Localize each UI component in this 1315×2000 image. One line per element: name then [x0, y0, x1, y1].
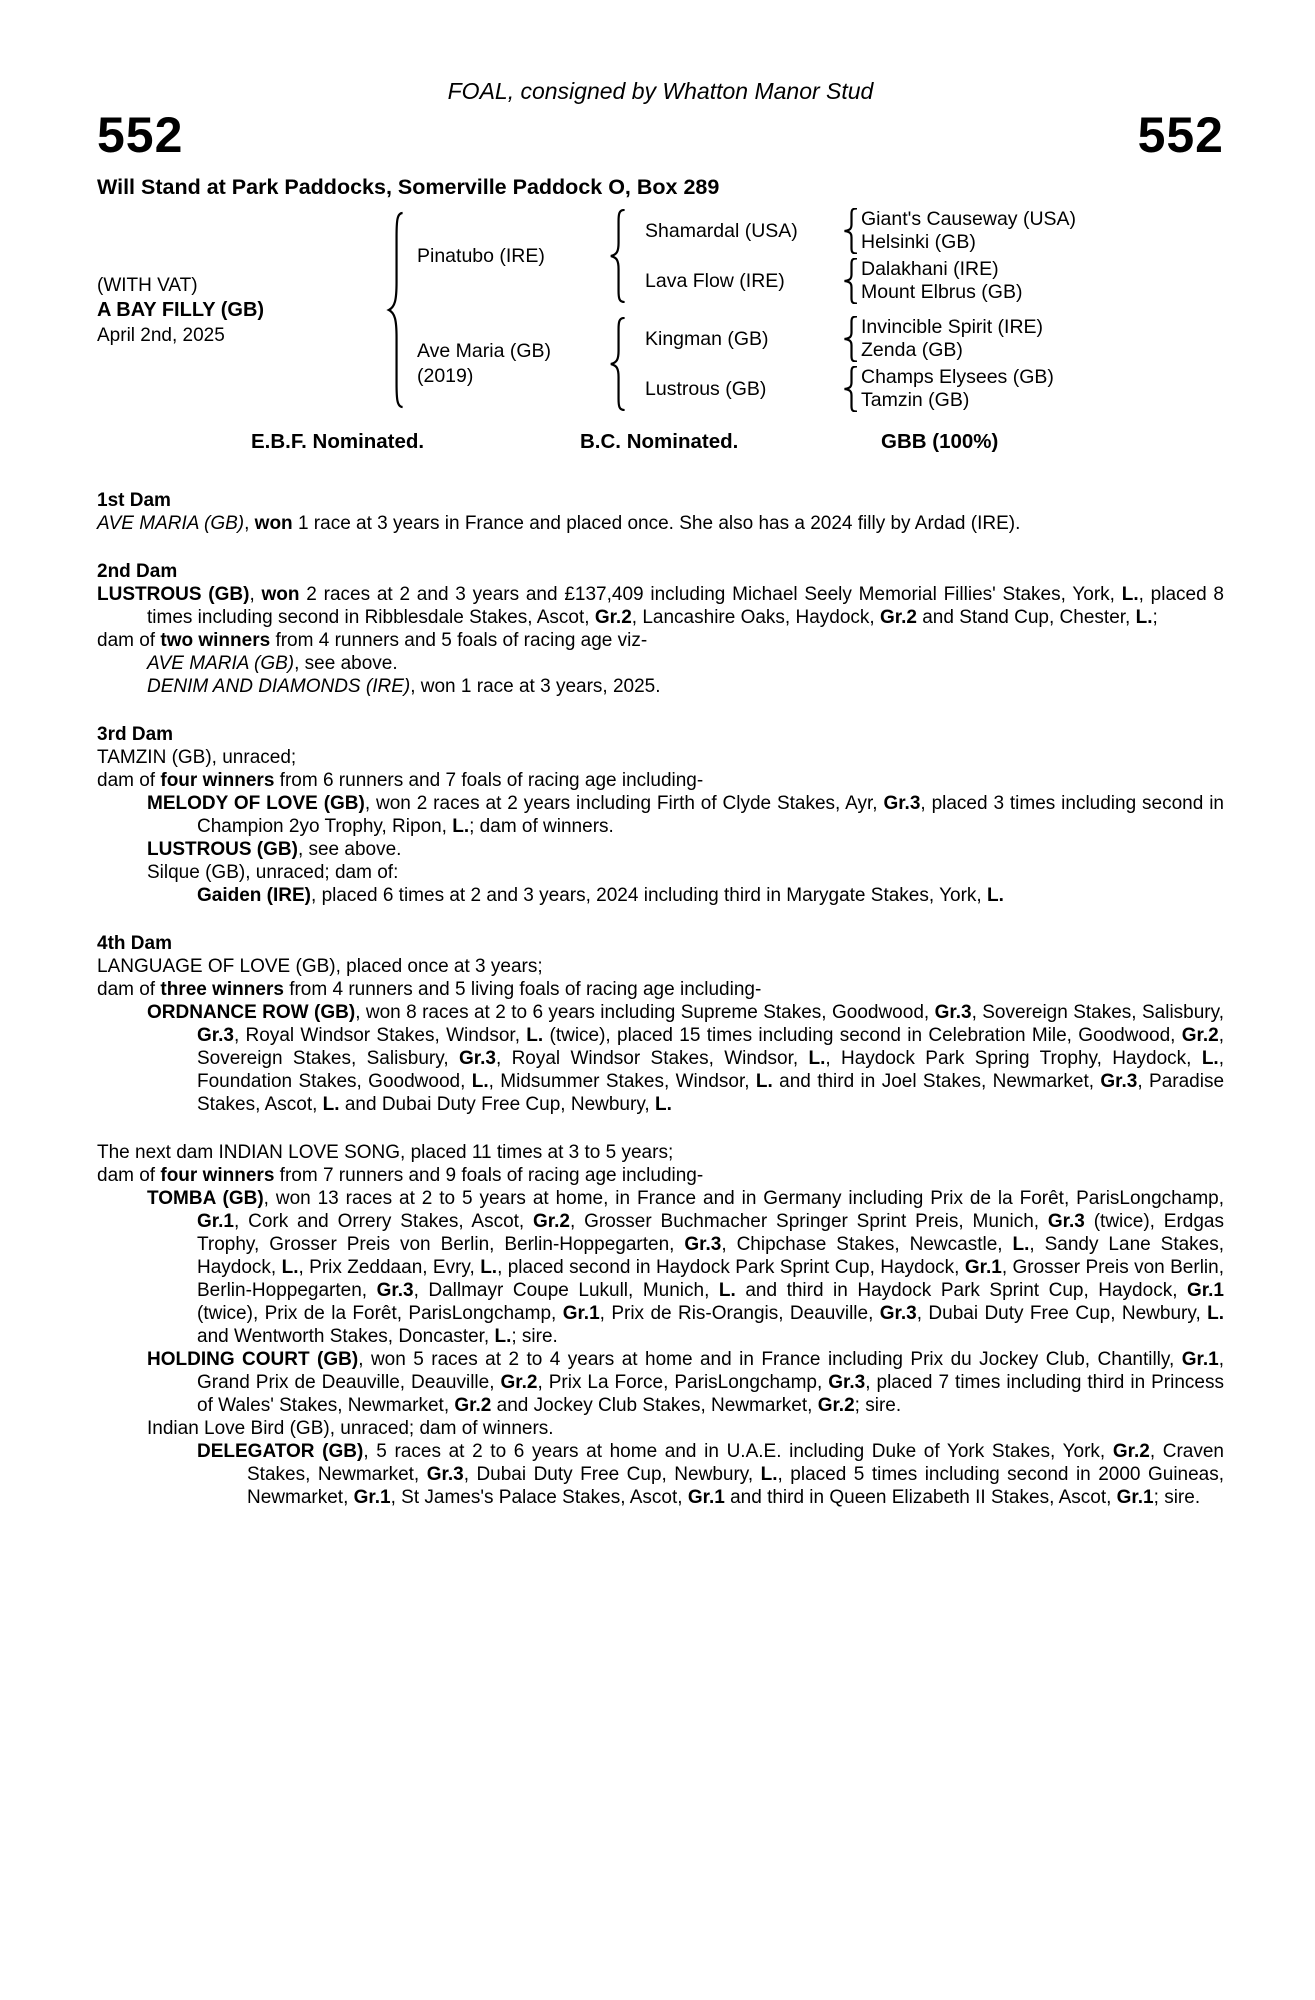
pedigree-paragraph	[97, 675, 1224, 698]
pedigree-paragraph	[97, 1141, 1224, 1164]
section-heading: 4th Dam	[97, 933, 172, 954]
section-heading: 1st Dam	[97, 490, 171, 511]
text-segment: won	[254, 513, 293, 534]
lot-number-row	[97, 107, 1224, 163]
grandsire-row	[629, 208, 1076, 254]
text-segment: Gr.3	[879, 1303, 917, 1324]
text-segment: 2 races at 2 and 3 years and £137,409 including Michael Seely Memorial Fillies' Stakes, York,	[299, 584, 1122, 605]
text-segment: four winners	[160, 770, 275, 791]
text-segment: , Haydock Park Spring Trophy, Haydock,	[825, 1048, 1202, 1069]
great-grandparents	[861, 258, 1022, 304]
bc-nomination: B.C. Nominated.	[580, 430, 739, 453]
text-segment: , Midsummer Stakes, Windsor,	[488, 1071, 756, 1092]
ebf-nomination: E.B.F. Nominated.	[251, 430, 425, 453]
stand-location-line: Will Stand at Park Paddocks, Somerville Paddock O, Box 289	[97, 175, 720, 199]
text-segment: , Sandy Lane Stakes, Haydock,	[197, 1234, 1225, 1278]
great-grandparent-name: Tamzin (GB)	[861, 389, 970, 411]
pedigree-section	[97, 723, 1224, 907]
lot-number-left: 552	[97, 107, 184, 163]
text-segment: HOLDING COURT (GB)	[147, 1349, 359, 1370]
text-segment: , Dallmayr Coupe Lukull, Munich,	[413, 1280, 719, 1301]
section-heading: 3rd Dam	[97, 724, 174, 745]
sire-name: Pinatubo (IRE)	[417, 244, 545, 267]
text-segment: Gr.1	[687, 1487, 725, 1508]
pedigree-tree	[97, 208, 1224, 412]
subject-name: A BAY FILLY (GB)	[97, 298, 265, 321]
text-segment: Gr.3	[458, 1048, 496, 1069]
text-segment: Gr.2	[879, 607, 917, 628]
pedigree-text	[97, 489, 1224, 1509]
text-segment: ; sire.	[1153, 1487, 1201, 1508]
text-segment: , placed 5 times including second in 2000 Guineas, Newmarket,	[247, 1464, 1225, 1508]
text-segment: LUSTROUS (GB)	[97, 584, 250, 605]
text-segment: , Grosser Preis von Berlin, Berlin-Hoppegarten,	[197, 1257, 1224, 1301]
pedigree-paragraph	[97, 583, 1224, 629]
pedigree-paragraph	[97, 1348, 1224, 1417]
text-segment: , Prix de Ris-Orangis, Deauville,	[599, 1303, 880, 1324]
text-segment: L.	[1012, 1234, 1030, 1255]
dam-grandparents	[629, 316, 1054, 412]
text-segment: , placed 6 times at 2 and 3 years, 2024 including third in Marygate Stakes, York,	[311, 885, 987, 906]
text-segment: (twice), Erdgas Trophy, Grosser Preis von Berlin, Berlin-Hoppegarten,	[197, 1211, 1224, 1255]
text-segment: Gr.1	[353, 1487, 391, 1508]
dam-branch	[407, 316, 1076, 412]
pedigree-paragraph	[97, 978, 1224, 1001]
text-segment: from 7 runners and 9 foals of racing age including-	[274, 1165, 704, 1186]
text-segment: from 4 runners and 5 foals of racing age viz-	[270, 630, 648, 651]
text-segment: , placed 8 times including second in Ribblesdale Stakes, Ascot,	[147, 584, 1224, 628]
text-segment: Gr.3	[883, 793, 921, 814]
text-segment: ,	[249, 584, 262, 605]
great-grandparent-name: Mount Elbrus (GB)	[861, 281, 1023, 303]
text-segment: Gr.1	[1187, 1280, 1224, 1301]
text-segment: , Lancashire Oaks, Haydock,	[631, 607, 880, 628]
text-segment: L.	[986, 885, 1004, 906]
text-segment: L.	[1201, 1048, 1219, 1069]
sire-cell	[407, 244, 607, 269]
text-segment: L.	[480, 1257, 498, 1278]
sire-grandparents	[629, 208, 1076, 304]
brace-icon	[841, 316, 861, 362]
text-segment: L.	[755, 1071, 773, 1092]
grandparent-name: Lava Flow (IRE)	[645, 269, 785, 292]
text-segment: Silque (GB), unraced; dam of:	[147, 862, 399, 883]
text-segment: , Sovereign Stakes, Salisbury,	[971, 1002, 1224, 1023]
text-segment: Gr.2	[533, 1211, 571, 1232]
brace-icon	[385, 211, 407, 409]
text-segment: Indian Love Bird (GB), unraced; dam of winners.	[147, 1418, 554, 1439]
text-segment: and third in Haydock Park Sprint Cup, Haydock,	[735, 1280, 1188, 1301]
grandsire-row	[629, 316, 1054, 362]
pedigree-paragraph	[97, 1417, 1224, 1440]
text-segment: , Grand Prix de Deauville, Deauville,	[197, 1349, 1224, 1393]
text-segment: Gr.3	[197, 1025, 234, 1046]
text-segment: ,	[244, 513, 255, 534]
pedigree-paragraph	[97, 1164, 1224, 1187]
text-segment: Gr.3	[828, 1372, 866, 1393]
nominations-row	[97, 430, 1224, 456]
grandparent-name: Lustrous (GB)	[645, 377, 767, 400]
text-segment: , Royal Windsor Stakes, Windsor,	[233, 1025, 527, 1046]
text-segment: Gr.2	[1112, 1441, 1150, 1462]
text-segment: Gr.2	[454, 1395, 492, 1416]
text-segment: (twice), Prix de la Forêt, ParisLongchamp,	[197, 1303, 563, 1324]
text-segment: , see above.	[294, 653, 398, 674]
text-segment: , 5 races at 2 to 6 years at home and in U.A.E. including Duke of York Stakes, York,	[363, 1441, 1113, 1462]
text-segment: DENIM AND DIAMONDS (IRE)	[147, 676, 411, 697]
text-segment: Gr.3	[1047, 1211, 1085, 1232]
text-segment: and Dubai Duty Free Cup, Newbury,	[339, 1094, 655, 1115]
consignor-line: FOAL, consigned by Whatton Manor Stud	[447, 78, 874, 104]
great-grandparent-name: Champs Elysees (GB)	[861, 366, 1054, 388]
dam-year: (2019)	[417, 365, 474, 387]
text-segment: and third in Joel Stakes, Newmarket,	[772, 1071, 1101, 1092]
dam-cell	[407, 339, 607, 389]
text-segment: MELODY OF LOVE (GB)	[147, 793, 365, 814]
text-segment: from 6 runners and 7 foals of racing age including-	[274, 770, 704, 791]
text-segment: L.	[1121, 584, 1139, 605]
great-grandparent-name: Invincible Spirit (IRE)	[861, 316, 1044, 338]
text-segment: , Chipchase Stakes, Newcastle,	[721, 1234, 1013, 1255]
text-segment: (twice), placed 15 times including second in Celebration Mile, Goodwood,	[543, 1025, 1182, 1046]
pedigree-section	[97, 1141, 1224, 1509]
text-segment: L.	[654, 1094, 672, 1115]
text-segment: LANGUAGE OF LOVE (GB), placed once at 3 years;	[97, 956, 543, 977]
text-segment: won	[261, 584, 300, 605]
text-segment: , Prix Zeddaan, Evry,	[298, 1257, 481, 1278]
great-grandparents	[861, 208, 1076, 254]
text-segment: The next dam INDIAN LOVE SONG, placed 11 times at 3 to 5 years;	[97, 1142, 674, 1163]
pedigree-paragraph	[97, 1001, 1224, 1116]
text-segment: Gr.3	[426, 1464, 464, 1485]
text-segment: L.	[1135, 607, 1153, 628]
text-segment: L.	[471, 1071, 489, 1092]
brace-icon	[841, 366, 861, 412]
text-segment: , see above.	[297, 839, 402, 860]
text-segment: , Royal Windsor Stakes, Windsor,	[495, 1048, 809, 1069]
vat-note: (WITH VAT)	[97, 274, 198, 296]
text-segment: Gr.1	[562, 1303, 600, 1324]
section-heading: 2nd Dam	[97, 561, 178, 582]
text-segment: 1 race at 3 years in France and placed once. She also has a 2024 filly by Ardad (IRE).	[292, 513, 1021, 534]
pedigree-section	[97, 932, 1224, 1116]
text-segment: Gr.1	[964, 1257, 1002, 1278]
text-segment: , St James's Palace Stakes, Ascot,	[390, 1487, 688, 1508]
text-segment: dam of	[97, 770, 161, 791]
granddam-row	[629, 258, 1076, 304]
lot-number-right: 552	[1137, 107, 1224, 163]
foal-date: April 2nd, 2025	[97, 324, 225, 346]
text-segment: Gr.2	[817, 1395, 855, 1416]
pedigree-subject	[97, 273, 385, 348]
text-segment: L.	[526, 1025, 544, 1046]
text-segment: Gr.2	[594, 607, 632, 628]
text-segment: Gr.2	[1181, 1025, 1219, 1046]
text-segment: ; sire.	[511, 1326, 558, 1347]
text-segment: Gr.1	[1181, 1349, 1219, 1370]
text-segment: L.	[760, 1464, 778, 1485]
pedigree-paragraph	[97, 1187, 1224, 1348]
pedigree-paragraph	[97, 838, 1224, 861]
sire-branch	[407, 208, 1076, 304]
text-segment: ; dam of winners.	[469, 816, 614, 837]
text-segment: L.	[494, 1326, 512, 1347]
text-segment: , Sovereign Stakes, Salisbury,	[197, 1025, 1224, 1069]
pedigree-paragraph	[97, 652, 1224, 675]
text-segment: AVE MARIA (GB)	[147, 653, 295, 674]
great-grandparents	[861, 316, 1043, 362]
text-segment: dam of	[97, 979, 161, 1000]
text-segment: Gr.1	[197, 1211, 234, 1232]
pedigree-paragraph	[97, 512, 1224, 535]
text-segment: , Grosser Buchmacher Springer Sprint Preis, Munich,	[570, 1211, 1048, 1232]
pedigree-paragraph	[97, 792, 1224, 838]
text-segment: , Craven Stakes, Newmarket,	[247, 1441, 1224, 1485]
text-segment: and Jockey Club Stakes, Newmarket,	[491, 1395, 818, 1416]
text-segment: , Prix La Force, ParisLongchamp,	[537, 1372, 829, 1393]
grandparent-name: Kingman (GB)	[645, 327, 769, 350]
text-segment: Gr.2	[500, 1372, 538, 1393]
pedigree-paragraph	[97, 884, 1224, 907]
text-segment: two winners	[160, 630, 271, 651]
text-segment: , won 8 races at 2 to 6 years including Supreme Stakes, Goodwood,	[355, 1002, 935, 1023]
pedigree-paragraph	[97, 861, 1224, 884]
text-segment: Gr.3	[1100, 1071, 1138, 1092]
text-segment: three winners	[160, 979, 284, 1000]
pedigree-parents	[407, 208, 1076, 412]
text-segment: , won 2 races at 2 years including Firth of Clyde Stakes, Ayr,	[364, 793, 884, 814]
text-segment: , Cork and Orrery Stakes, Ascot,	[233, 1211, 534, 1232]
text-segment: ; sire.	[854, 1395, 902, 1416]
text-segment: four winners	[160, 1165, 275, 1186]
text-segment: , won 5 races at 2 to 4 years at home and in France including Prix du Jockey Club, Chantilly,	[358, 1349, 1182, 1370]
pedigree-section	[97, 489, 1224, 535]
dam-name: Ave Maria (GB)	[417, 340, 552, 362]
text-segment: ORDNANCE ROW (GB)	[147, 1002, 356, 1023]
text-segment: and Stand Cup, Chester,	[916, 607, 1136, 628]
text-segment: , Foundation Stakes, Goodwood,	[197, 1048, 1224, 1092]
text-segment: Gaiden (IRE)	[197, 885, 312, 906]
great-grandparent-name: Giant's Causeway (USA)	[861, 208, 1077, 230]
great-grandparent-name: Zenda (GB)	[861, 339, 963, 361]
text-segment: Gr.3	[934, 1002, 972, 1023]
text-segment: , Dubai Duty Free Cup, Newbury,	[463, 1464, 761, 1485]
text-segment: from 4 runners and 5 living foals of racing age including-	[283, 979, 762, 1000]
text-segment: TAMZIN (GB), unraced;	[97, 747, 297, 768]
pedigree-section	[97, 560, 1224, 698]
brace-icon	[607, 209, 629, 303]
text-segment: ;	[1152, 607, 1158, 628]
text-segment: L.	[322, 1094, 340, 1115]
brace-icon	[607, 317, 629, 411]
brace-icon	[841, 258, 861, 304]
pedigree-paragraph	[97, 1440, 1224, 1509]
pedigree-paragraph	[97, 746, 1224, 769]
text-segment: L.	[452, 816, 470, 837]
text-segment: , placed second in Haydock Park Sprint Cup, Haydock,	[497, 1257, 965, 1278]
text-segment: AVE MARIA (GB)	[97, 513, 245, 534]
pedigree-paragraph	[97, 955, 1224, 978]
text-segment: , placed 3 times including second in Champion 2yo Trophy, Ripon,	[197, 793, 1224, 837]
text-segment: L.	[718, 1280, 736, 1301]
text-segment: Gr.3	[376, 1280, 414, 1301]
text-segment: DELEGATOR (GB)	[197, 1441, 364, 1462]
text-segment: , Paradise Stakes, Ascot,	[197, 1071, 1225, 1115]
text-segment: L.	[808, 1048, 826, 1069]
text-segment: Gr.1	[1116, 1487, 1154, 1508]
text-segment: L.	[1207, 1303, 1224, 1324]
text-segment: L.	[281, 1257, 299, 1278]
great-grandparent-name: Helsinki (GB)	[861, 231, 976, 253]
text-segment: dam of	[97, 1165, 161, 1186]
grandparent-name: Shamardal (USA)	[645, 219, 798, 242]
gbb-badge: GBB (100%)	[881, 430, 999, 453]
pedigree-paragraph	[97, 769, 1224, 792]
text-segment: dam of	[97, 630, 161, 651]
pedigree-paragraph	[97, 629, 1224, 652]
text-segment: LUSTROUS (GB)	[147, 839, 298, 860]
granddam-row	[629, 366, 1054, 412]
text-segment: , placed 7 times including third in Princess of Wales' Stakes, Newmarket,	[197, 1372, 1224, 1416]
great-grandparents	[861, 366, 1054, 412]
text-segment: , won 1 race at 3 years, 2025.	[410, 676, 661, 697]
text-segment: Gr.3	[684, 1234, 722, 1255]
text-segment: and third in Queen Elizabeth II Stakes, Ascot,	[724, 1487, 1117, 1508]
text-segment: , Dubai Duty Free Cup, Newbury,	[916, 1303, 1208, 1324]
great-grandparent-name: Dalakhani (IRE)	[861, 258, 999, 280]
text-segment: , won 13 races at 2 to 5 years at home, in France and in Germany including Prix de la Forêt, ParisLongchamp,	[263, 1188, 1224, 1209]
brace-icon	[841, 208, 861, 254]
text-segment: and Wentworth Stakes, Doncaster,	[197, 1326, 495, 1347]
text-segment: TOMBA (GB)	[147, 1188, 264, 1209]
